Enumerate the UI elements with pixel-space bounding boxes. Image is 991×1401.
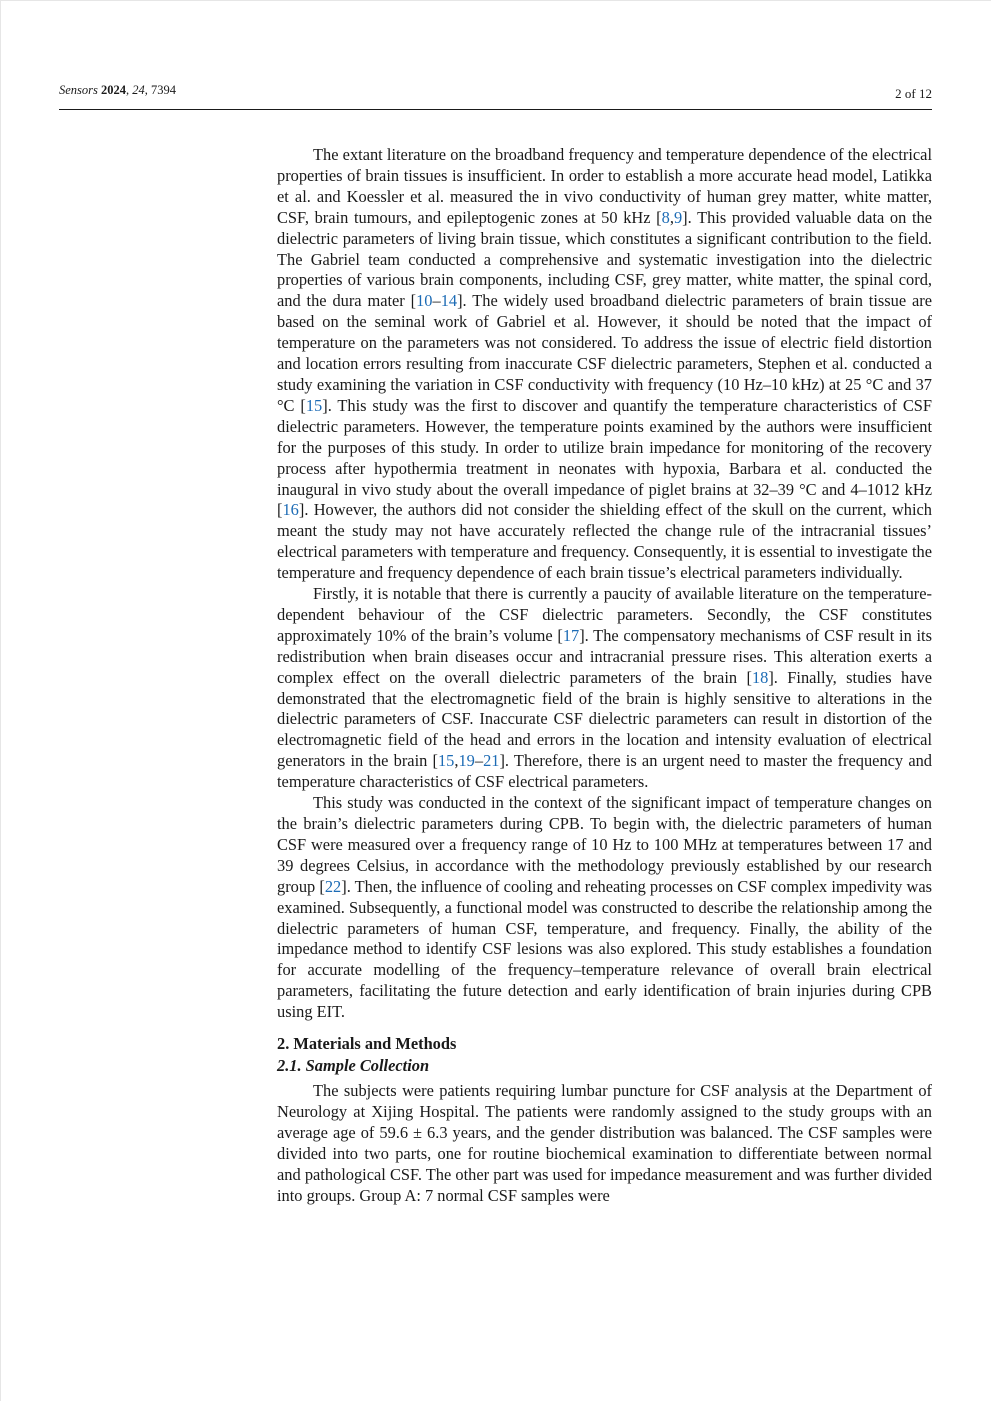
- text-run: –: [474, 751, 484, 771]
- paragraph-1: [277, 145, 932, 584]
- text-run: ]. Then, the influence of cooling and reheating processes on CSF complex impedivity was examined. Subsequently, a functional model was constructed to describe the relationship among the dielectric parameters of human CSF, temperature, and frequency. Finally, the ability of the impedance method to identify CSF lesions was also explored. This study establishes a foundation for accurate modelling of the frequency–temperature relevance of overall brain electrical parameters, facilitating the future detection and early identification of brain injuries during CPB using EIT.: [277, 876, 932, 1022]
- main-text: [277, 145, 932, 1207]
- page-number: 2 of 12: [895, 86, 932, 101]
- citation-link[interactable]: 21: [483, 751, 500, 771]
- paragraph-2: [277, 584, 932, 793]
- page-edge-top: [0, 0, 991, 1]
- text-run: ]. Therefore, there is an urgent need to master the frequency and temperature characteristics of CSF electrical parameters.: [277, 751, 932, 792]
- text-run: ,: [454, 751, 459, 771]
- text-run: This study was conducted in the context of the significant impact of temperature changes on the brain’s dielectric parameters during CPB. To begin with, the dielectric parameters of human CSF were measured over a frequency range of 10 Hz to 100 MHz at temperatures between 17 and 39 degrees Celsius, in accordance with the methodology previously established by our research group [: [277, 793, 932, 896]
- text-run: ]. This study was the first to discover and quantify the temperature characteristics of CSF dielectric parameters. However, the temperature points examined by the authors were insufficient for the purposes of this study. In order to utilize brain impedance for monitoring of the recovery process after hypothermia treatment in neonates with hypoxia, Barbara et al. conducted the inaugural in vivo study about the overall impedance of piglet brains at 32–39 °C and 4–1012 kHz [: [277, 395, 932, 520]
- paragraph-3: [277, 793, 932, 1023]
- text-run: ]. This provided valuable data on the dielectric parameters of living brain tissue, which constitutes a significant contribution to the field. The Gabriel team conducted a comprehensive and systematic investigation into the dielectric properties of various brain components, including CSF, grey matter, white matter, the spinal cord, and the dura mater [: [277, 207, 932, 311]
- citation-link[interactable]: 9: [673, 207, 683, 227]
- journal-name: Sensors: [59, 83, 98, 97]
- running-header-citation: Sensors 2024, 24, 7394: [59, 83, 177, 97]
- citation-link[interactable]: 17: [562, 625, 580, 645]
- citation-link[interactable]: 18: [751, 667, 769, 687]
- citation-link[interactable]: 15: [305, 395, 323, 415]
- section-heading: 2. Materials and Methods: [277, 1034, 457, 1054]
- text-run: The subjects were patients requiring lumbar puncture for CSF analysis at the Department of Neurology at Xijing Hospital. The patients were randomly assigned to the study groups with an average age of 59.6 ± 6.3 years, and the gender distribution was balanced. The CSF samples were divided into two parts, one for routine biochemical examination to differentiate between normal and pathological CSF. The other part was used for impedance measurement and was further divided into groups. Group A: 7 normal CSF samples were: [277, 1081, 932, 1205]
- citation-link[interactable]: 15: [437, 751, 455, 771]
- header-rule: [59, 109, 932, 110]
- text-run: ,: [669, 207, 674, 227]
- article-number: 7394: [151, 83, 177, 97]
- text-run: ]. Finally, studies have demonstrated that the electromagnetic field of the brain is highly sensitive to alterations in the dielectric parameters of CSF. Inaccurate CSF dielectric parameters can result in distortion of the electromagnetic field of the head and errors in the location and intensity evaluation of electrical generators in the brain [: [277, 667, 932, 771]
- citation-link[interactable]: 14: [440, 291, 458, 311]
- citation-link[interactable]: 16: [282, 500, 299, 520]
- text-run: ]. The widely used broadband dielectric parameters of brain tissue are based on the seminal work of Gabriel et al. However, it should be noted that the impact of temperature on the parameters was not considered. To address the issue of electric field distortion and location errors resulting from inaccurate CSF dielectric parameters, Stephen et al. conducted a study examining the variation in CSF conductivity with frequency (10 Hz–10 kHz) at 25 °C and 37 °C [: [277, 291, 932, 415]
- subsection-heading: 2.1. Sample Collection: [277, 1056, 430, 1076]
- text-run: ]. However, the authors did not consider the shielding effect of the skull on the current, which meant the study may not have accurately reflected the change rule of the intracranial tissues’ electrical parameters with temperature and frequency. Consequently, it is essential to investigate the temperature and frequency dependence of each brain tissue’s electrical parameters individually.: [277, 500, 932, 583]
- text-run: ]. The compensatory mechanisms of CSF result in its redistribution when brain diseases occur and intracranial pressure rises. This alteration exerts a complex effect on the overall dielectric parameters of the brain [: [277, 625, 932, 687]
- citation-link[interactable]: 19: [458, 751, 475, 771]
- journal-year: 2024: [101, 83, 127, 97]
- paragraph-4: [277, 1081, 932, 1206]
- text-run: Firstly, it is notable that there is currently a paucity of available literature on the temperature-dependent behaviour of the CSF dielectric parameters. Secondly, the CSF constitutes approximately 10% of the brain’s volume [: [277, 584, 932, 645]
- text-run: –: [432, 291, 441, 311]
- page-edge-left: [0, 0, 1, 1401]
- citation-link[interactable]: 8: [661, 207, 670, 227]
- journal-volume: 24: [132, 83, 145, 97]
- citation-link[interactable]: 22: [324, 876, 342, 896]
- citation-link[interactable]: 10: [416, 291, 433, 311]
- text-run: The extant literature on the broadband frequency and temperature dependence of the electrical properties of brain tissues is insufficient. In order to establish a more accurate head model, Latikka et al. and Koessler et al. measured the in vivo conductivity of human grey matter, white matter, CSF, brain tumours, and epileptogenic zones at 50 kHz [: [277, 145, 932, 227]
